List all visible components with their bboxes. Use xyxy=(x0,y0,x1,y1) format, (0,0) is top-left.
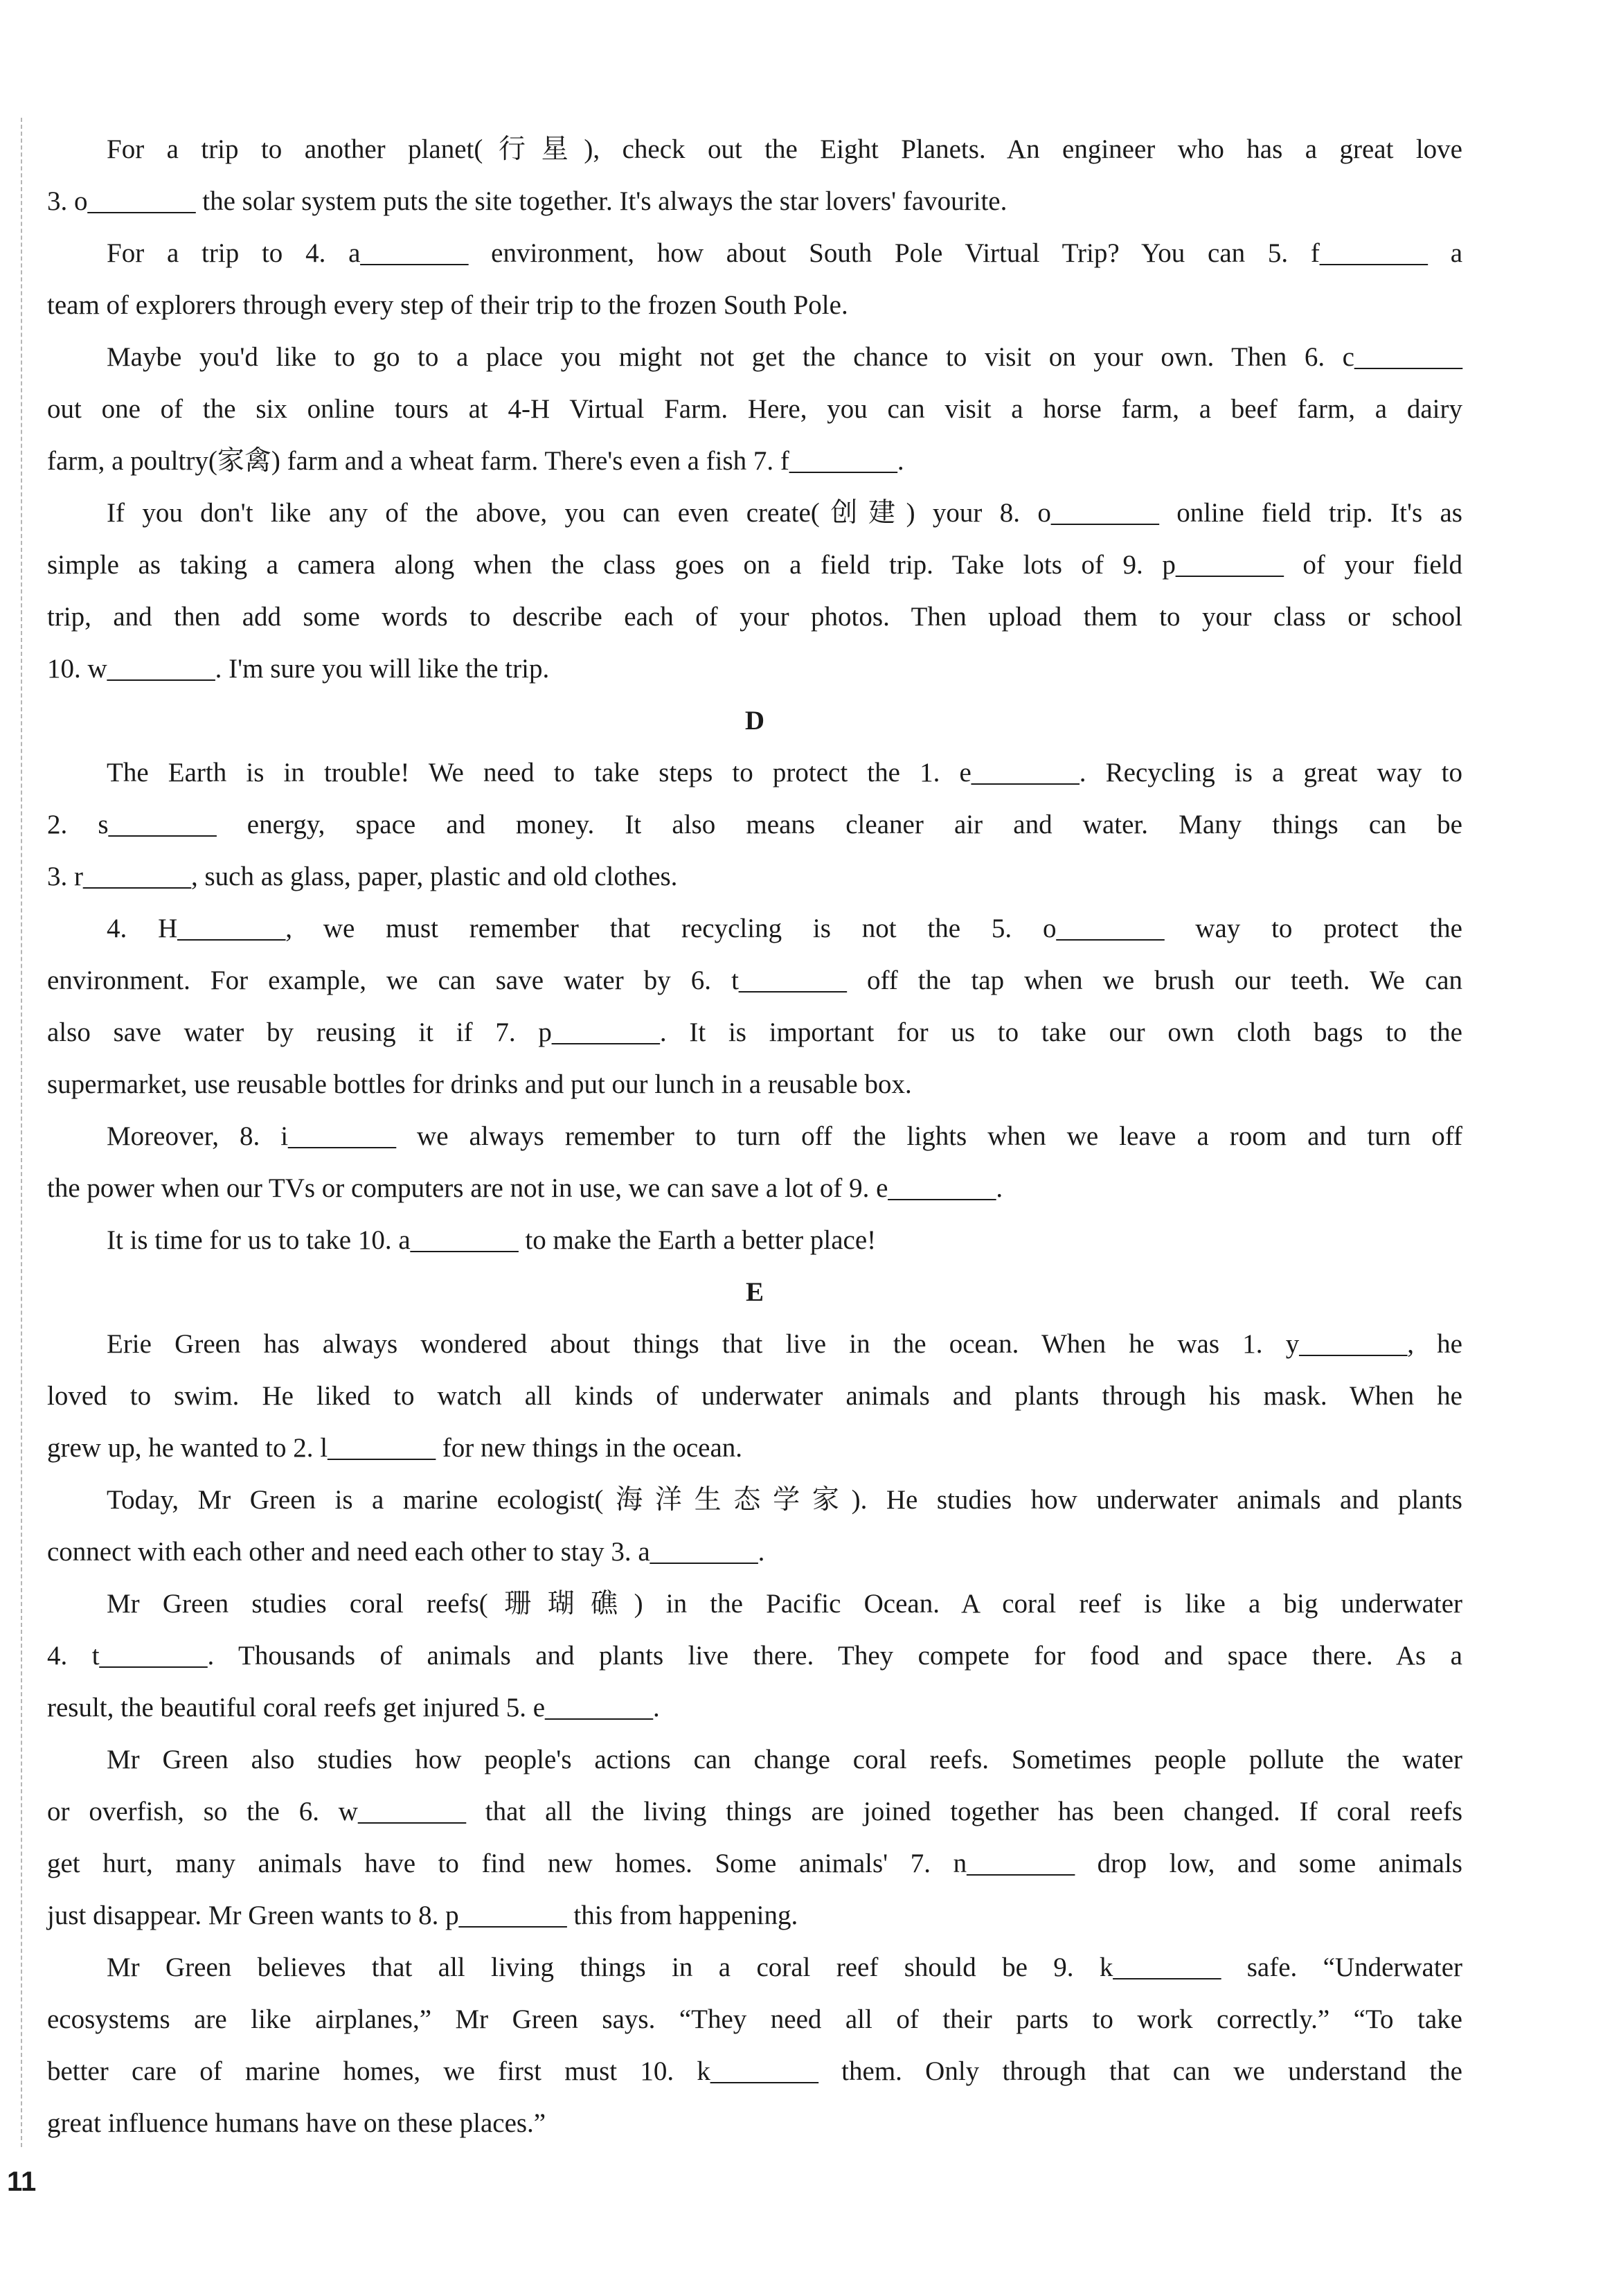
text-line: The Earth is in trouble! We need to take steps to protect the 1. e________. Recycling is a great way to xyxy=(107,758,1462,787)
text-line: 2. s________ energy, space and money. It also means cleaner air and water. Many things can be xyxy=(47,810,1462,839)
text-line: team of explorers through every step of their trip to the frozen South Pole. xyxy=(47,290,848,320)
text-line: connect with each other and need each other to stay 3. a________. xyxy=(47,1537,765,1567)
text-line: simple as taking a camera along when the class goes on a field trip. Take lots of 9. p________ of your field xyxy=(47,550,1462,580)
text-line: just disappear. Mr Green wants to 8. p________ this from happening. xyxy=(47,1901,798,1930)
text-line: out one of the six online tours at 4-H Virtual Farm. Here, you can visit a horse farm, a beef farm, a dairy xyxy=(47,394,1462,424)
text-line: trip, and then add some words to describe each of your photos. Then upload them to your class or school xyxy=(47,602,1462,632)
text-line: For a trip to 4. a________ environment, how about South Pole Virtual Trip? You can 5. f________ a xyxy=(107,238,1462,268)
text-line: 4. t________. Thousands of animals and plants live there. They compete for food and space there. As a xyxy=(47,1641,1462,1671)
page-number: 11 xyxy=(7,2166,37,2197)
text-line: Mr Green studies coral reefs(珊瑚礁) in the Pacific Ocean. A coral reef is like a big underwater xyxy=(107,1589,1462,1619)
text-line: also save water by reusing it if 7. p________. It is important for us to take our own cloth bags to the xyxy=(47,1017,1462,1047)
text-line: result, the beautiful coral reefs get injured 5. e________. xyxy=(47,1693,660,1723)
text-line: ecosystems are like airplanes,” Mr Green says. “They need all of their parts to work correctly.” “To take xyxy=(47,2004,1462,2034)
section-heading-d: D xyxy=(744,706,765,736)
text-line: It is time for us to take 10. a________ to make the Earth a better place! xyxy=(107,1225,877,1255)
text-line: environment. For example, we can save water by 6. t________ off the tap when we brush our teeth. We can xyxy=(47,965,1462,995)
text-line: or overfish, so the 6. w________ that all the living things are joined together has been changed. If coral reefs xyxy=(47,1797,1462,1826)
section-heading-e: E xyxy=(745,1277,764,1307)
text-line: 10. w________. I'm sure you will like the trip. xyxy=(47,654,550,684)
text-line: If you don't like any of the above, you can even create(创建) your 8. o________ online field trip. It's as xyxy=(107,498,1462,528)
text-line: 3. r________, such as glass, paper, plastic and old clothes. xyxy=(47,862,678,891)
text-line: Erie Green has always wondered about things that live in the ocean. When he was 1. y________, he xyxy=(107,1329,1462,1359)
margin-dashed-rule xyxy=(21,118,22,2147)
text-line: great influence humans have on these places.” xyxy=(47,2108,546,2138)
text-line: Mr Green also studies how people's actions can change coral reefs. Sometimes people pollute the water xyxy=(107,1745,1462,1774)
text-line: 3. o________ the solar system puts the site together. It's always the star lovers' favourite. xyxy=(47,186,1008,216)
text-line: Today, Mr Green is a marine ecologist(海洋生态学家). He studies how underwater animals and plants xyxy=(107,1485,1462,1515)
text-line: Maybe you'd like to go to a place you might not get the chance to visit on your own. Then 6. c________ xyxy=(107,342,1462,372)
text-line: Moreover, 8. i________ we always remember to turn off the lights when we leave a room and turn off xyxy=(107,1121,1462,1151)
text-line: the power when our TVs or computers are not in use, we can save a lot of 9. e________. xyxy=(47,1173,1003,1203)
text-line: grew up, he wanted to 2. l________ for new things in the ocean. xyxy=(47,1433,743,1463)
text-line: Mr Green believes that all living things in a coral reef should be 9. k________ safe. “Underwater xyxy=(107,1952,1462,1982)
text-line: loved to swim. He liked to watch all kinds of underwater animals and plants through his mask. When he xyxy=(47,1381,1462,1411)
text-line: better care of marine homes, we first must 10. k________ them. Only through that can we understand the xyxy=(47,2056,1462,2086)
text-line: get hurt, many animals have to find new homes. Some animals' 7. n________ drop low, and some animals xyxy=(47,1849,1462,1878)
text-line: farm, a poultry(家禽) farm and a wheat farm. There's even a fish 7. f________. xyxy=(47,446,904,476)
text-line: supermarket, use reusable bottles for drinks and put our lunch in a reusable box. xyxy=(47,1069,912,1099)
text-line: 4. H________, we must remember that recycling is not the 5. o________ way to protect the xyxy=(107,914,1462,943)
text-line: For a trip to another planet(行星), check out the Eight Planets. An engineer who has a great love xyxy=(107,134,1462,164)
